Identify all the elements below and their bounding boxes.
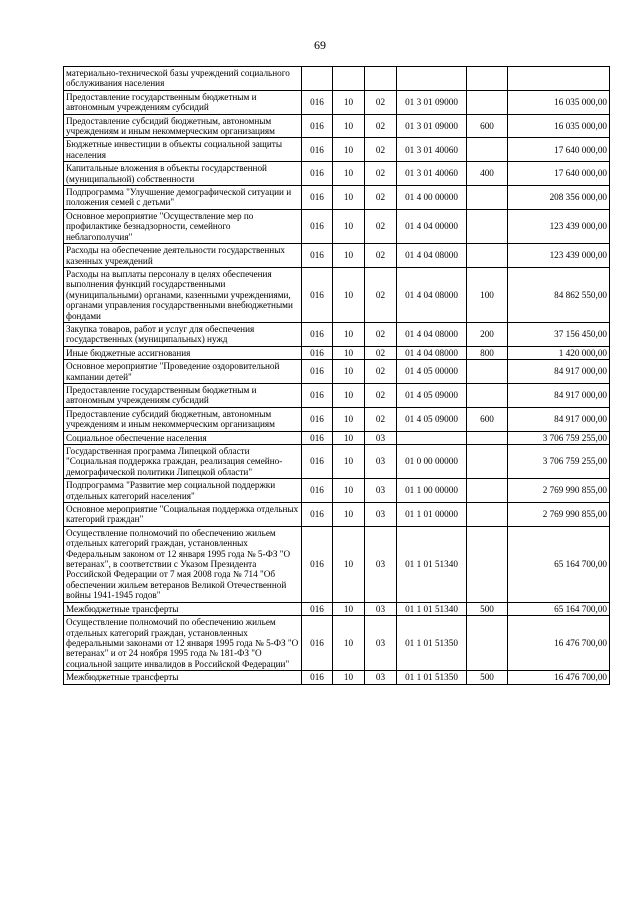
expense-type-cell: 800 bbox=[467, 346, 508, 359]
amount-cell: 16 476 700,00 bbox=[508, 671, 610, 684]
table-row bbox=[64, 346, 610, 359]
expense-type-cell bbox=[467, 445, 508, 479]
grbs-code-cell: 016 bbox=[302, 346, 333, 359]
subsection-code-cell: 02 bbox=[365, 90, 397, 114]
amount-cell: 65 164 700,00 bbox=[508, 526, 610, 602]
section-code-cell: 10 bbox=[333, 431, 365, 444]
table-row bbox=[64, 138, 610, 162]
grbs-code-cell: 016 bbox=[302, 431, 333, 444]
subsection-code-cell: 03 bbox=[365, 479, 397, 503]
table-row bbox=[64, 383, 610, 407]
target-article-cell: 01 1 00 00000 bbox=[397, 479, 467, 503]
amount-cell: 2 769 990 855,00 bbox=[508, 503, 610, 527]
subsection-code-cell: 02 bbox=[365, 186, 397, 210]
expense-type-cell bbox=[467, 138, 508, 162]
table-row bbox=[64, 267, 610, 322]
table-row bbox=[64, 322, 610, 346]
expense-type-cell: 500 bbox=[467, 602, 508, 615]
amount-cell: 17 640 000,00 bbox=[508, 138, 610, 162]
row-name-cell: Предоставление государственным бюджетным и автономным учреждениям субсидий bbox=[64, 90, 302, 114]
amount-cell bbox=[508, 67, 610, 91]
amount-cell: 208 356 000,00 bbox=[508, 186, 610, 210]
subsection-code-cell: 03 bbox=[365, 671, 397, 684]
section-code-cell: 10 bbox=[333, 209, 365, 243]
table-row bbox=[64, 616, 610, 671]
target-article-cell: 01 0 00 00000 bbox=[397, 445, 467, 479]
subsection-code-cell: 03 bbox=[365, 526, 397, 602]
amount-cell: 1 420 000,00 bbox=[508, 346, 610, 359]
subsection-code-cell: 03 bbox=[365, 602, 397, 615]
subsection-code-cell: 02 bbox=[365, 346, 397, 359]
grbs-code-cell: 016 bbox=[302, 383, 333, 407]
grbs-code-cell: 016 bbox=[302, 602, 333, 615]
grbs-code-cell bbox=[302, 67, 333, 91]
target-article-cell: 01 4 04 08000 bbox=[397, 346, 467, 359]
budget-table-body bbox=[64, 67, 610, 685]
row-name-cell: Основное мероприятие "Осуществление мер по профилактике безнадзорности, семейного неблагополучия" bbox=[64, 209, 302, 243]
row-name-cell: Межбюджетные трансферты bbox=[64, 671, 302, 684]
expense-type-cell bbox=[467, 616, 508, 671]
table-row bbox=[64, 244, 610, 268]
grbs-code-cell: 016 bbox=[302, 407, 333, 431]
grbs-code-cell: 016 bbox=[302, 479, 333, 503]
grbs-code-cell: 016 bbox=[302, 616, 333, 671]
row-name-cell: Расходы на выплаты персоналу в целях обеспечения выполнения функций государственными (муниципальными) органами, казенными учреждениями, органами управления государственными внебюджетными фондами bbox=[64, 267, 302, 322]
amount-cell: 84 917 000,00 bbox=[508, 407, 610, 431]
expense-type-cell: 600 bbox=[467, 114, 508, 138]
row-name-cell: Межбюджетные трансферты bbox=[64, 602, 302, 615]
row-name-cell: Основное мероприятие "Проведение оздоровительной кампании детей" bbox=[64, 360, 302, 384]
amount-cell: 123 439 000,00 bbox=[508, 244, 610, 268]
row-name-cell: Государственная программа Липецкой области "Социальная поддержка граждан, реализация семейно-демографической политики Липецкой области" bbox=[64, 445, 302, 479]
expense-type-cell bbox=[467, 360, 508, 384]
section-code-cell: 10 bbox=[333, 360, 365, 384]
section-code-cell: 10 bbox=[333, 445, 365, 479]
amount-cell: 3 706 759 255,00 bbox=[508, 431, 610, 444]
section-code-cell: 10 bbox=[333, 407, 365, 431]
expense-type-cell: 200 bbox=[467, 322, 508, 346]
expense-type-cell bbox=[467, 90, 508, 114]
expense-type-cell: 400 bbox=[467, 162, 508, 186]
subsection-code-cell: 03 bbox=[365, 445, 397, 479]
subsection-code-cell bbox=[365, 67, 397, 91]
amount-cell: 17 640 000,00 bbox=[508, 162, 610, 186]
table-row bbox=[64, 90, 610, 114]
target-article-cell bbox=[397, 431, 467, 444]
section-code-cell: 10 bbox=[333, 186, 365, 210]
grbs-code-cell: 016 bbox=[302, 445, 333, 479]
section-code-cell bbox=[333, 67, 365, 91]
grbs-code-cell: 016 bbox=[302, 322, 333, 346]
section-code-cell: 10 bbox=[333, 526, 365, 602]
row-name-cell: Бюджетные инвестиции в объекты социальной защиты населения bbox=[64, 138, 302, 162]
section-code-cell: 10 bbox=[333, 90, 365, 114]
grbs-code-cell: 016 bbox=[302, 209, 333, 243]
section-code-cell: 10 bbox=[333, 503, 365, 527]
table-row bbox=[64, 114, 610, 138]
amount-cell: 84 917 000,00 bbox=[508, 383, 610, 407]
grbs-code-cell: 016 bbox=[302, 114, 333, 138]
target-article-cell: 01 1 01 51340 bbox=[397, 526, 467, 602]
amount-cell: 16 035 000,00 bbox=[508, 114, 610, 138]
expense-type-cell bbox=[467, 503, 508, 527]
amount-cell: 123 439 000,00 bbox=[508, 209, 610, 243]
table-row bbox=[64, 479, 610, 503]
amount-cell: 84 862 550,00 bbox=[508, 267, 610, 322]
subsection-code-cell: 02 bbox=[365, 209, 397, 243]
subsection-code-cell: 02 bbox=[365, 360, 397, 384]
amount-cell: 16 035 000,00 bbox=[508, 90, 610, 114]
table-row bbox=[64, 186, 610, 210]
amount-cell: 37 156 450,00 bbox=[508, 322, 610, 346]
target-article-cell: 01 1 01 00000 bbox=[397, 503, 467, 527]
table-row bbox=[64, 671, 610, 684]
expense-type-cell: 600 bbox=[467, 407, 508, 431]
section-code-cell: 10 bbox=[333, 383, 365, 407]
section-code-cell: 10 bbox=[333, 138, 365, 162]
subsection-code-cell: 03 bbox=[365, 616, 397, 671]
row-name-cell: Капитальные вложения в объекты государственной (муниципальной) собственности bbox=[64, 162, 302, 186]
expense-type-cell bbox=[467, 479, 508, 503]
subsection-code-cell: 02 bbox=[365, 244, 397, 268]
table-row bbox=[64, 602, 610, 615]
table-row bbox=[64, 209, 610, 243]
grbs-code-cell: 016 bbox=[302, 360, 333, 384]
target-article-cell: 01 3 01 09000 bbox=[397, 114, 467, 138]
grbs-code-cell: 016 bbox=[302, 671, 333, 684]
target-article-cell: 01 4 04 08000 bbox=[397, 322, 467, 346]
section-code-cell: 10 bbox=[333, 162, 365, 186]
row-name-cell: Предоставление субсидий бюджетным, автономным учреждениям и иным некоммерческим организациям bbox=[64, 114, 302, 138]
section-code-cell: 10 bbox=[333, 114, 365, 138]
grbs-code-cell: 016 bbox=[302, 244, 333, 268]
expense-type-cell: 500 bbox=[467, 671, 508, 684]
expense-type-cell bbox=[467, 186, 508, 210]
row-name-cell: Социальное обеспечение населения bbox=[64, 431, 302, 444]
row-name-cell: Предоставление субсидий бюджетным, автономным учреждениям и иным некоммерческим организациям bbox=[64, 407, 302, 431]
grbs-code-cell: 016 bbox=[302, 186, 333, 210]
amount-cell: 65 164 700,00 bbox=[508, 602, 610, 615]
row-name-cell: Подпрограмма "Улучшение демографической ситуации и положения семей с детьми" bbox=[64, 186, 302, 210]
grbs-code-cell: 016 bbox=[302, 90, 333, 114]
subsection-code-cell: 02 bbox=[365, 383, 397, 407]
grbs-code-cell: 016 bbox=[302, 503, 333, 527]
section-code-cell: 10 bbox=[333, 346, 365, 359]
target-article-cell bbox=[397, 67, 467, 91]
row-name-cell: Закупка товаров, работ и услуг для обеспечения государственных (муниципальных) нужд bbox=[64, 322, 302, 346]
target-article-cell: 01 3 01 09000 bbox=[397, 90, 467, 114]
amount-cell: 84 917 000,00 bbox=[508, 360, 610, 384]
section-code-cell: 10 bbox=[333, 479, 365, 503]
amount-cell: 16 476 700,00 bbox=[508, 616, 610, 671]
subsection-code-cell: 02 bbox=[365, 267, 397, 322]
target-article-cell: 01 1 01 51350 bbox=[397, 616, 467, 671]
subsection-code-cell: 03 bbox=[365, 431, 397, 444]
table-row bbox=[64, 431, 610, 444]
subsection-code-cell: 02 bbox=[365, 322, 397, 346]
table-row bbox=[64, 503, 610, 527]
target-article-cell: 01 4 00 00000 bbox=[397, 186, 467, 210]
section-code-cell: 10 bbox=[333, 616, 365, 671]
grbs-code-cell: 016 bbox=[302, 267, 333, 322]
expense-type-cell bbox=[467, 244, 508, 268]
target-article-cell: 01 4 04 08000 bbox=[397, 267, 467, 322]
target-article-cell: 01 4 04 08000 bbox=[397, 244, 467, 268]
page-number: 69 bbox=[314, 38, 326, 52]
grbs-code-cell: 016 bbox=[302, 526, 333, 602]
target-article-cell: 01 1 01 51350 bbox=[397, 671, 467, 684]
target-article-cell: 01 4 04 00000 bbox=[397, 209, 467, 243]
section-code-cell: 10 bbox=[333, 267, 365, 322]
target-article-cell: 01 1 01 51340 bbox=[397, 602, 467, 615]
budget-table bbox=[63, 66, 610, 685]
row-name-cell: Предоставление государственным бюджетным и автономным учреждениям субсидий bbox=[64, 383, 302, 407]
expense-type-cell bbox=[467, 67, 508, 91]
subsection-code-cell: 02 bbox=[365, 162, 397, 186]
row-name-cell: материально-технической базы учреждений социального обслуживания населения bbox=[64, 67, 302, 91]
table-row bbox=[64, 67, 610, 91]
expense-type-cell bbox=[467, 431, 508, 444]
section-code-cell: 10 bbox=[333, 671, 365, 684]
target-article-cell: 01 3 01 40060 bbox=[397, 138, 467, 162]
subsection-code-cell: 03 bbox=[365, 503, 397, 527]
row-name-cell: Расходы на обеспечение деятельности государственных казенных учреждений bbox=[64, 244, 302, 268]
grbs-code-cell: 016 bbox=[302, 162, 333, 186]
expense-type-cell bbox=[467, 209, 508, 243]
section-code-cell: 10 bbox=[333, 322, 365, 346]
target-article-cell: 01 4 05 00000 bbox=[397, 360, 467, 384]
row-name-cell: Подпрограмма "Развитие мер социальной поддержки отдельных категорий населения" bbox=[64, 479, 302, 503]
row-name-cell: Иные бюджетные ассигнования bbox=[64, 346, 302, 359]
amount-cell: 3 706 759 255,00 bbox=[508, 445, 610, 479]
row-name-cell: Осуществление полномочий по обеспечению жильем отдельных категорий граждан, установленных Федеральным законом от 12 января 1995 года № 5-ФЗ "О ветеранах", в соответствии с Указом Президента Российской Федерации от 7 мая 2008 года № 714 "Об обеспечении жильем ветеранов Великой Отечественной войны 1941-1945 годов" bbox=[64, 526, 302, 602]
row-name-cell: Осуществление полномочий по обеспечению жильем отдельных категорий граждан, установленных федеральными законами от 12 января 1995 года № 5-ФЗ "О ветеранах" и от 24 ноября 1995 года № 181-ФЗ "О социальной защите инвалидов в Российской Федерации" bbox=[64, 616, 302, 671]
grbs-code-cell: 016 bbox=[302, 138, 333, 162]
row-name-cell: Основное мероприятие "Социальная поддержка отдельных категорий граждан" bbox=[64, 503, 302, 527]
expense-type-cell bbox=[467, 526, 508, 602]
amount-cell: 2 769 990 855,00 bbox=[508, 479, 610, 503]
table-row bbox=[64, 407, 610, 431]
table-row bbox=[64, 526, 610, 602]
target-article-cell: 01 4 05 09000 bbox=[397, 407, 467, 431]
target-article-cell: 01 4 05 09000 bbox=[397, 383, 467, 407]
target-article-cell: 01 3 01 40060 bbox=[397, 162, 467, 186]
section-code-cell: 10 bbox=[333, 602, 365, 615]
subsection-code-cell: 02 bbox=[365, 407, 397, 431]
expense-type-cell: 100 bbox=[467, 267, 508, 322]
section-code-cell: 10 bbox=[333, 244, 365, 268]
subsection-code-cell: 02 bbox=[365, 114, 397, 138]
table-row bbox=[64, 360, 610, 384]
table-row bbox=[64, 162, 610, 186]
expense-type-cell bbox=[467, 383, 508, 407]
subsection-code-cell: 02 bbox=[365, 138, 397, 162]
table-row bbox=[64, 445, 610, 479]
